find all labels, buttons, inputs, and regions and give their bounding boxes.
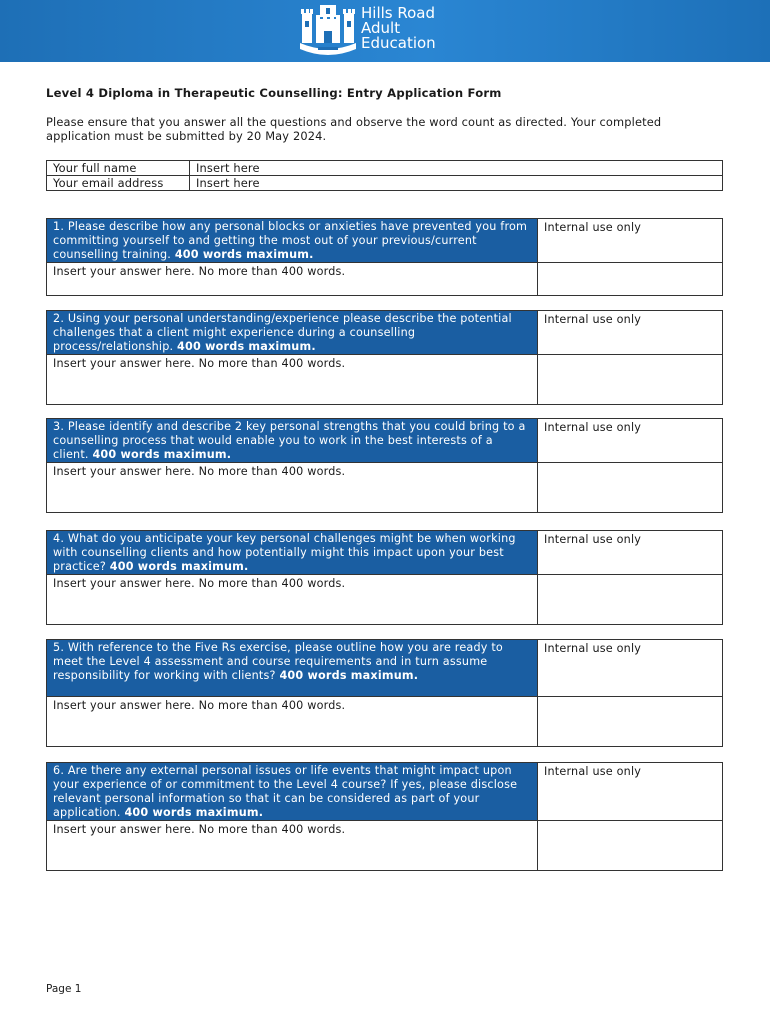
question-3-table — [46, 418, 723, 513]
question-6-table — [46, 762, 723, 871]
question-3-text: 3. Please identify and describe 2 key personal strengths that you could bring to a counselling process that would enable you to work in the best interests of a client. 400 words maximum. — [47, 419, 538, 463]
question-5-table — [46, 639, 723, 747]
question-4-table — [46, 530, 723, 625]
question-5-text: 5. With reference to the Five Rs exercise, please outline how you are ready to meet the Level 4 assessment and course requirements and in turn assume responsibility for working with clients? 400 words maximum. — [47, 640, 538, 697]
table-row — [47, 161, 723, 176]
question-6-answer-field[interactable]: Insert your answer here. No more than 400 words. — [47, 821, 538, 871]
question-2-internal-use: Internal use only — [538, 311, 723, 355]
full-name-field[interactable]: Insert here — [190, 161, 723, 176]
question-2-text: 2. Using your personal understanding/experience please describe the potential challenges that a client might experience during a counselling process/relationship. 400 words maximum. — [47, 311, 538, 355]
question-6-internal-use: Internal use only — [538, 763, 723, 821]
question-2-internal-cell — [538, 355, 723, 405]
brand-wordmark — [361, 6, 436, 51]
question-5-limit: 400 words maximum. — [279, 669, 419, 682]
question-6-text: 6. Are there any external personal issues or life events that might impact upon your experience of or commitment to the Level 4 course? If yes, please disclose relevant personal information so that it can be considered as part of your application. 400 words maximum. — [47, 763, 538, 821]
question-5-internal-use: Internal use only — [538, 640, 723, 697]
question-1-internal-use: Internal use only — [538, 219, 723, 263]
applicant-details-table — [46, 160, 723, 191]
question-2-table — [46, 310, 723, 405]
question-4-answer-field[interactable]: Insert your answer here. No more than 400 words. — [47, 575, 538, 625]
brand-line-2: Adult — [361, 19, 401, 37]
page-header — [0, 0, 770, 62]
brand-line-3: Education — [361, 34, 436, 52]
form-intro: Please ensure that you answer all the questions and observe the word count as directed. Your completed application must be submitted by 20 May 2024. — [46, 115, 662, 143]
form-title: Level 4 Diploma in Therapeutic Counselling: Entry Application Form — [46, 86, 502, 100]
full-name-label: Your full name — [47, 161, 190, 176]
question-1-limit: 400 words maximum. — [174, 248, 314, 261]
email-field[interactable]: Insert here — [190, 176, 723, 191]
question-2-limit: 400 words maximum. — [177, 340, 316, 353]
question-4-text: 4. What do you anticipate your key personal challenges might be when working with counselling clients and how potentially might this impact upon your best practice? 400 words maximum. — [47, 531, 538, 575]
question-5-internal-cell — [538, 697, 723, 747]
brand-line-1: Hills Road — [361, 4, 436, 22]
question-3-answer-field[interactable]: Insert your answer here. No more than 400 words. — [47, 463, 538, 513]
table-row — [47, 176, 723, 191]
question-4-internal-cell — [538, 575, 723, 625]
question-4-internal-use: Internal use only — [538, 531, 723, 575]
question-1-internal-cell — [538, 263, 723, 296]
castle-crest-icon — [298, 5, 358, 57]
email-label: Your email address — [47, 176, 190, 191]
question-3-limit: 400 words maximum. — [92, 448, 232, 461]
question-4-limit: 400 words maximum. — [109, 560, 249, 573]
question-6-limit: 400 words maximum. — [124, 806, 264, 819]
question-1-table — [46, 218, 723, 296]
question-3-internal-use: Internal use only — [538, 419, 723, 463]
question-1-answer-field[interactable]: Insert your answer here. No more than 400 words. — [47, 263, 538, 296]
question-6-internal-cell — [538, 821, 723, 871]
question-3-internal-cell — [538, 463, 723, 513]
question-5-answer-field[interactable]: Insert your answer here. No more than 400 words. — [47, 697, 538, 747]
question-2-answer-field[interactable]: Insert your answer here. No more than 400 words. — [47, 355, 538, 405]
page-number: Page 1 — [46, 983, 82, 995]
question-1-text: 1. Please describe how any personal blocks or anxieties have prevented you from committing yourself to and getting the most out of your previous/current counselling training. 400 words maximum. — [47, 219, 538, 263]
